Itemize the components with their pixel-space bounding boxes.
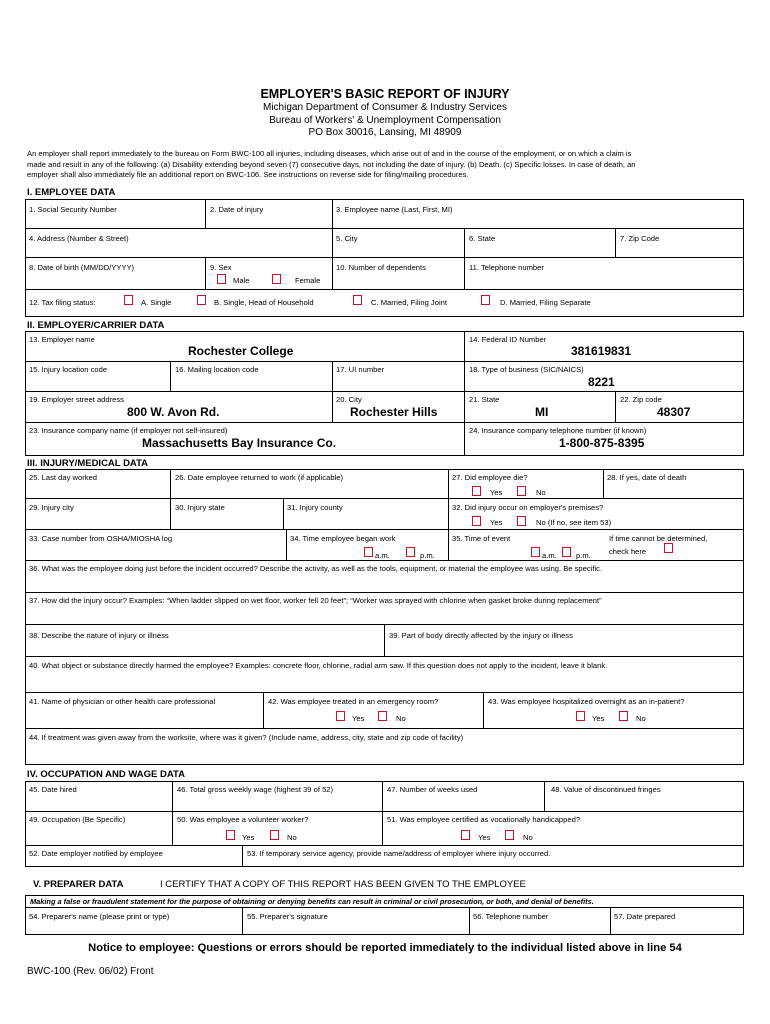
- tax-head-household-label: B. Single, Head of Household: [214, 298, 314, 307]
- female-label: Female: [295, 276, 321, 285]
- ssn-field[interactable]: 1. Social Security Number: [29, 205, 117, 214]
- preparer-signature-field[interactable]: 55. Preparer's signature: [247, 912, 328, 921]
- injury-county-field[interactable]: 31. Injury county: [287, 503, 343, 512]
- employer-city-label: 20. City: [336, 395, 362, 404]
- preparer-telephone-field[interactable]: 56. Telephone number: [473, 912, 549, 921]
- time-began-work-label: 34. Time employee began work: [290, 534, 396, 543]
- date-notified-field[interactable]: 52. Date employer notified by employee: [29, 849, 163, 858]
- occupation-field[interactable]: 49. Occupation (Be Specific): [29, 815, 126, 824]
- er-no-label: No: [396, 714, 406, 723]
- premises-label: 32. Did injury occur on employer's premises?: [452, 503, 604, 512]
- event-pm-label: p.m.: [576, 551, 591, 560]
- employer-state-value[interactable]: MI: [535, 405, 549, 419]
- date-of-birth-field[interactable]: 8. Date of birth (MM/DD/YYYY): [29, 263, 135, 272]
- fraud-warning: Making a false or fraudulent statement for the purpose of obtaining or denying benefits can result in criminal or civil prosecution, or both, and denial of benefits.: [30, 897, 594, 906]
- female-checkbox[interactable]: [272, 274, 281, 284]
- employer-name-label: 13. Employer name: [29, 335, 95, 344]
- fringes-field[interactable]: 48. Value of discontinued fringes: [551, 785, 661, 794]
- section-employee-data-heading: I. EMPLOYEE DATA: [27, 187, 116, 198]
- employee-died-label: 27. Did employee die?: [452, 473, 528, 482]
- tax-single-label: A. Single: [141, 298, 172, 307]
- hospital-yes-label: Yes: [592, 714, 605, 723]
- date-of-injury-field[interactable]: 2. Date of injury: [210, 205, 264, 214]
- er-yes-checkbox[interactable]: [336, 711, 345, 721]
- employer-street-value[interactable]: 800 W. Avon Rd.: [127, 405, 220, 419]
- agency-line-1: Michigan Department of Consumer & Industry Services: [263, 102, 507, 113]
- mailing-location-code-field[interactable]: 16. Mailing location code: [175, 365, 259, 374]
- tax-single-checkbox[interactable]: [124, 295, 133, 305]
- employer-zip-value[interactable]: 48307: [657, 405, 691, 419]
- section-occupation-wage-heading: IV. OCCUPATION AND WAGE DATA: [27, 769, 185, 780]
- premises-no-label: No (If no, see item 53): [536, 518, 612, 527]
- q36-activity-field[interactable]: 36. What was the employee doing just before the incident occurred? Describe the activity, as well as the tools, equipment, or material the employee was using. Be specific.: [29, 564, 603, 573]
- tax-married-separate-label: D. Married, Filing Separate: [500, 298, 591, 307]
- federal-id-label: 14. Federal ID Number: [469, 335, 547, 344]
- began-am-checkbox[interactable]: [364, 547, 373, 557]
- tax-status-label: 12. Tax filing status:: [29, 298, 96, 307]
- date-of-death-field[interactable]: 28. If yes, date of death: [607, 473, 687, 482]
- ui-number-field[interactable]: 17. UI number: [336, 365, 385, 374]
- section-employer-data-heading: II. EMPLOYER/CARRIER DATA: [27, 320, 165, 331]
- hospital-no-label: No: [636, 714, 646, 723]
- form-title: EMPLOYER'S BASIC REPORT OF INJURY: [260, 87, 510, 101]
- hospital-no-checkbox[interactable]: [619, 711, 628, 721]
- federal-id-value[interactable]: 381619831: [571, 344, 632, 358]
- died-no-label: No: [536, 488, 546, 497]
- certify-statement: I CERTIFY THAT A COPY OF THIS REPORT HAS BEEN GIVEN TO THE EMPLOYEE: [160, 879, 526, 890]
- male-label: Male: [233, 276, 250, 285]
- er-no-checkbox[interactable]: [378, 711, 387, 721]
- section-preparer-heading: V. PREPARER DATA: [33, 879, 124, 890]
- section-injury-medical-heading: III. INJURY/MEDICAL DATA: [27, 458, 149, 469]
- employee-city-field[interactable]: 5. City: [336, 234, 358, 243]
- died-yes-checkbox[interactable]: [472, 486, 481, 496]
- case-number-field[interactable]: 33. Case number from OSHA/MIOSHA log: [29, 534, 173, 543]
- began-am-label: a.m.: [375, 551, 390, 560]
- hospital-yes-checkbox[interactable]: [576, 711, 585, 721]
- agency-line-2: Bureau of Workers' & Unemployment Compensation: [269, 115, 501, 126]
- injury-state-field[interactable]: 30. Injury state: [175, 503, 225, 512]
- employer-name-value[interactable]: Rochester College: [188, 344, 294, 358]
- time-undetermined-label: If time cannot be determined,: [609, 534, 708, 543]
- tax-married-joint-label: C. Married, Filing Joint: [371, 298, 447, 307]
- event-am-checkbox[interactable]: [531, 547, 540, 557]
- last-day-worked-field[interactable]: 25. Last day worked: [29, 473, 97, 482]
- certified-label: 51. Was employee certified as vocationally handicapped?: [387, 815, 581, 824]
- tax-head-household-checkbox[interactable]: [197, 295, 206, 305]
- event-am-label: a.m.: [542, 551, 557, 560]
- date-returned-field[interactable]: 26. Date employee returned to work (if applicable): [175, 473, 343, 482]
- volunteer-yes-checkbox[interactable]: [226, 830, 235, 840]
- time-of-event-label: 35. Time of event: [452, 534, 511, 543]
- q44-treatment-location-field[interactable]: 44. If treatment was given away from the worksite, where was it given? (Include name, address, city, state and zip code of facility): [29, 733, 464, 742]
- event-pm-checkbox[interactable]: [562, 547, 571, 557]
- volunteer-no-label: No: [287, 833, 297, 842]
- q38-nature-injury-field[interactable]: 38. Describe the nature of injury or illness: [29, 631, 169, 640]
- sex-label: 9. Sex: [210, 263, 232, 272]
- premises-yes-checkbox[interactable]: [472, 516, 481, 526]
- business-type-label: 18. Type of business (SIC/NAICS): [469, 365, 584, 374]
- q37-how-injury-field[interactable]: 37. How did the injury occur? Examples: “When ladder slipped on wet floor, worker fell 20 feet”; “Worker was sprayed with chlorine when gasket broke during replacement”: [29, 596, 602, 605]
- employee-notice: Notice to employee: Questions or errors should be reported immediately to the individual listed above in line 54: [88, 942, 682, 954]
- intro-paragraph: [27, 149, 745, 181]
- certified-yes-label: Yes: [478, 833, 491, 842]
- certified-no-label: No: [523, 833, 533, 842]
- tax-married-joint-checkbox[interactable]: [353, 295, 362, 305]
- volunteer-yes-label: Yes: [242, 833, 255, 842]
- began-pm-label: p.m.: [420, 551, 435, 560]
- employer-street-label: 19. Employer street address: [29, 395, 124, 404]
- premises-no-checkbox[interactable]: [517, 516, 526, 526]
- q41-physician-field[interactable]: 41. Name of physician or other health care professional: [29, 697, 216, 706]
- employee-zip-field[interactable]: 7. Zip Code: [620, 234, 660, 243]
- volunteer-no-checkbox[interactable]: [270, 830, 279, 840]
- temp-agency-field[interactable]: 53. If temporary service agency, provide name/address of employer where injury occurred.: [247, 849, 551, 858]
- weeks-used-field[interactable]: 47. Number of weeks used: [387, 785, 478, 794]
- intro-line: An employer shall report immediately to the bureau on Form BWC-100 all injuries, including diseases, which arise out of and in the course of the employment, or on which a claim is: [27, 149, 632, 158]
- q40-object-field[interactable]: 40. What object or substance directly harmed the employee? Examples: concrete floor, chlorine, radial arm saw. If this question does not apply to the incident, leave it blank.: [29, 661, 608, 670]
- q39-body-part-field[interactable]: 39. Part of body directly affected by the injury or illness: [389, 631, 573, 640]
- date-hired-field[interactable]: 45. Date hired: [29, 785, 77, 794]
- insurer-name-label: 23. Insurance company name (if employer not self-insured): [29, 426, 228, 435]
- injury-city-field[interactable]: 29. Injury city: [29, 503, 74, 512]
- er-yes-label: Yes: [352, 714, 365, 723]
- died-no-checkbox[interactable]: [517, 486, 526, 496]
- q43-hospitalized-label: 43. Was employee hospitalized overnight as an in-patient?: [488, 697, 685, 706]
- intro-line: employer shall also immediately file an additional report on BWC-106. See instructions on reverse side for filing/mailing procedures.: [27, 170, 469, 179]
- form-id: BWC-100 (Rev. 06/02) Front: [27, 966, 154, 977]
- insurer-name-value[interactable]: Massachusetts Bay Insurance Co.: [142, 436, 337, 450]
- date-prepared-field[interactable]: 57. Date prepared: [614, 912, 676, 921]
- premises-yes-label: Yes: [490, 518, 503, 527]
- certified-no-checkbox[interactable]: [505, 830, 514, 840]
- employee-name-field[interactable]: 3. Employee name (Last, First, MI): [336, 205, 453, 214]
- employer-state-label: 21. State: [469, 395, 500, 404]
- tax-married-separate-checkbox[interactable]: [481, 295, 490, 305]
- died-yes-label: Yes: [490, 488, 503, 497]
- employee-address-field[interactable]: 4. Address (Number & Street): [29, 234, 129, 243]
- gross-wage-field[interactable]: 46. Total gross weekly wage (highest 39 of 52): [177, 785, 334, 794]
- volunteer-label: 50. Was employee a volunteer worker?: [177, 815, 309, 824]
- insurer-phone-label: 24. Insurance company telephone number (if known): [469, 426, 647, 435]
- dependents-field[interactable]: 10. Number of dependents: [336, 263, 426, 272]
- intro-line: made and result in any of the following: (a) Disability extending beyond seven (7) consecutive days, not including the date of injury. (b) Death. (c) Specific losses. In case of death, an: [27, 159, 636, 169]
- q42-emergency-room-label: 42. Was employee treated in an emergency room?: [268, 697, 439, 706]
- insurer-phone-value[interactable]: 1-800-875-8395: [559, 436, 645, 450]
- male-checkbox[interactable]: [217, 274, 226, 284]
- agency-address: PO Box 30016, Lansing, MI 48909: [308, 127, 462, 138]
- check-here-label: check here: [609, 547, 647, 556]
- business-type-value[interactable]: 8221: [588, 375, 615, 389]
- time-undetermined-checkbox[interactable]: [664, 543, 673, 553]
- employee-telephone-field[interactable]: 11. Telephone number: [469, 263, 544, 272]
- certified-yes-checkbox[interactable]: [461, 830, 470, 840]
- began-pm-checkbox[interactable]: [406, 547, 415, 557]
- employer-zip-label: 22. Zip code: [620, 395, 662, 404]
- injury-location-code-field[interactable]: 15. Injury location code: [29, 365, 108, 374]
- employer-city-value[interactable]: Rochester Hills: [350, 405, 438, 419]
- preparer-name-field[interactable]: 54. Preparer's name (please print or type): [29, 912, 170, 921]
- employee-state-field[interactable]: 6. State: [469, 234, 496, 243]
